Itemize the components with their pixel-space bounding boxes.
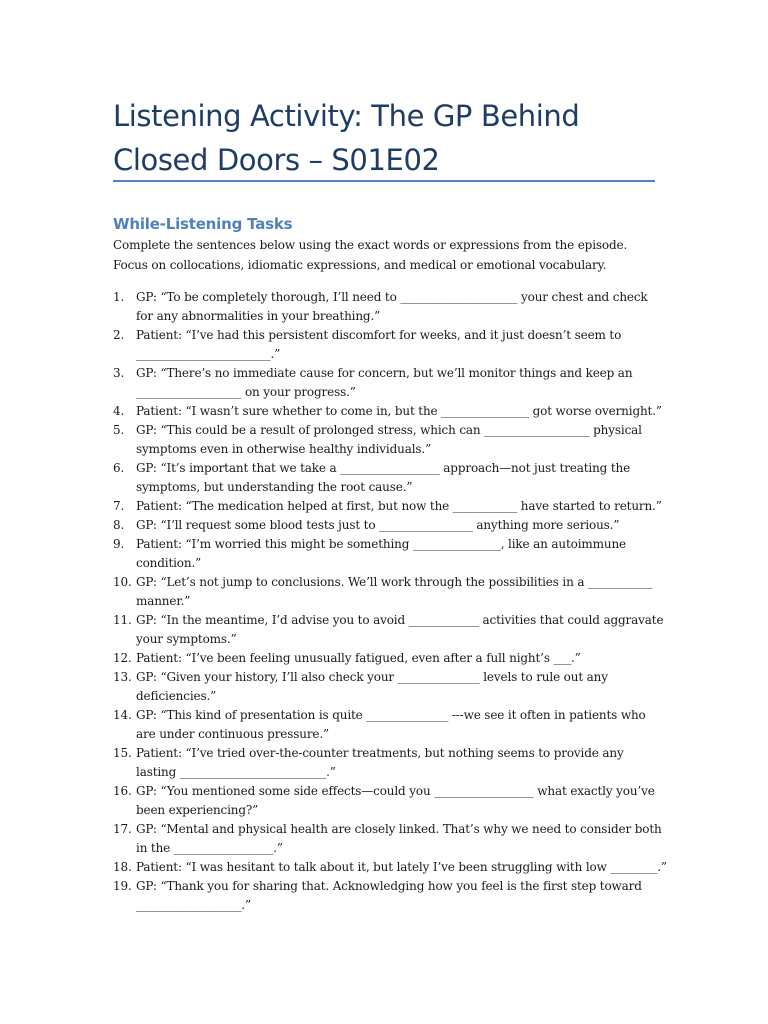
task-text-line: Patient: “I’m worried this might be something _______________, like an autoimmune [136, 537, 626, 551]
task-number: 4. [113, 404, 125, 418]
task-item [113, 402, 662, 421]
title-divider [113, 180, 655, 182]
task-text-line: __________________.” [136, 898, 251, 912]
instructions-line-1: Complete the sentences below using the exact words or expressions from the episode. [113, 238, 628, 252]
page-title-line-1: Listening Activity: The GP Behind [113, 99, 580, 133]
task-number: 17. [113, 822, 132, 836]
task-number: 19. [113, 879, 132, 893]
task-number: 6. [113, 461, 125, 475]
page-title [113, 94, 658, 182]
task-text-line: lasting _________________________.” [136, 765, 336, 779]
task-number: 3. [113, 366, 125, 380]
task-text-line: GP: “In the meantime, I’d advise you to avoid ____________ activities that could aggravate [136, 613, 664, 627]
task-item [113, 858, 667, 877]
task-item [113, 877, 658, 915]
task-text-line: Patient: “I’ve tried over-the-counter treatments, but nothing seems to provide any [136, 746, 624, 760]
task-number: 10. [113, 575, 132, 589]
task-item [113, 782, 658, 820]
task-item [113, 573, 658, 611]
task-item [113, 421, 658, 459]
task-item [113, 326, 658, 364]
task-text-line: GP: “This kind of presentation is quite ______________ ---we see it often in patients who [136, 708, 646, 722]
section-heading: While-Listening Tasks [113, 215, 293, 233]
task-item [113, 668, 658, 706]
task-text-line: symptoms even in otherwise healthy individuals.” [136, 442, 432, 456]
task-number: 9. [113, 537, 125, 551]
task-item [113, 706, 658, 744]
task-item [113, 459, 658, 497]
task-number: 16. [113, 784, 132, 798]
page-title-line-2: Closed Doors – S01E02 [113, 143, 440, 177]
task-number: 5. [113, 423, 125, 437]
task-number: 15. [113, 746, 132, 760]
task-item [113, 497, 662, 516]
task-text-line: GP: “There’s no immediate cause for concern, but we’ll monitor things and keep an [136, 366, 633, 380]
task-number: 11. [113, 613, 132, 627]
task-item [113, 744, 658, 782]
task-number: 18. [113, 860, 132, 874]
task-item [113, 288, 658, 326]
task-item [113, 649, 658, 668]
task-number: 8. [113, 518, 125, 532]
task-text-line: been experiencing?” [136, 803, 259, 817]
task-text-line: Patient: “I’ve had this persistent discomfort for weeks, and it just doesn’t seem to [136, 328, 622, 342]
task-text-line: GP: “To be completely thorough, I’ll need to ____________________ your chest and check [136, 290, 648, 304]
task-number: 2. [113, 328, 125, 342]
task-item [113, 364, 658, 402]
instructions [113, 236, 658, 275]
task-item [113, 516, 658, 535]
task-text-line: Patient: “I was hesitant to talk about it, but lately I’ve been struggling with low ________.” [136, 860, 667, 874]
task-number: 14. [113, 708, 132, 722]
task-number: 12. [113, 651, 132, 665]
task-text-line: deficiencies.” [136, 689, 217, 703]
task-text-line: in the _________________.” [136, 841, 283, 855]
task-text-line: GP: “Let’s not jump to conclusions. We’ll work through the possibilities in a ___________ [136, 575, 653, 589]
task-text-line: Patient: “I wasn’t sure whether to come in, but the _______________ got worse overnight.” [136, 404, 662, 418]
task-text-line: GP: “Given your history, I’ll also check your ______________ levels to rule out any [136, 670, 608, 684]
task-text-line: manner.” [136, 594, 191, 608]
task-item [113, 611, 664, 649]
task-text-line: for any abnormalities in your breathing.” [136, 309, 381, 323]
task-text-line: condition.” [136, 556, 202, 570]
task-text-line: GP: “You mentioned some side effects—could you _________________ what exactly you’ve [136, 784, 655, 798]
task-text-line: GP: “It’s important that we take a _________________ approach—not just treating the [136, 461, 631, 475]
task-text-line: _______________________.” [136, 347, 281, 361]
task-text-line: your symptoms.” [136, 632, 237, 646]
task-text-line: GP: “This could be a result of prolonged stress, which can __________________ physical [136, 423, 642, 437]
task-text-line: symptoms, but understanding the root cause.” [136, 480, 413, 494]
task-item [113, 535, 658, 573]
instructions-line-2: Focus on collocations, idiomatic expressions, and medical or emotional vocabulary. [113, 257, 607, 272]
task-text-line: GP: “Thank you for sharing that. Acknowledging how you feel is the first step toward [136, 879, 642, 893]
task-number: 13. [113, 670, 132, 684]
task-list [113, 288, 667, 915]
task-text-line: GP: “I’ll request some blood tests just to ________________ anything more serious.” [136, 518, 620, 532]
task-text-line: are under continuous pressure.” [136, 727, 330, 741]
task-number: 1. [113, 290, 125, 304]
task-text-line: Patient: “I’ve been feeling unusually fatigued, even after a full night’s ___.” [136, 651, 581, 665]
task-text-line: GP: “Mental and physical health are closely linked. That’s why we need to consider both [136, 822, 662, 836]
task-item [113, 820, 662, 858]
task-number: 7. [113, 499, 125, 513]
task-text-line: __________________ on your progress.” [136, 385, 356, 399]
task-text-line: Patient: “The medication helped at first, but now the ___________ have started to return.” [136, 499, 662, 513]
